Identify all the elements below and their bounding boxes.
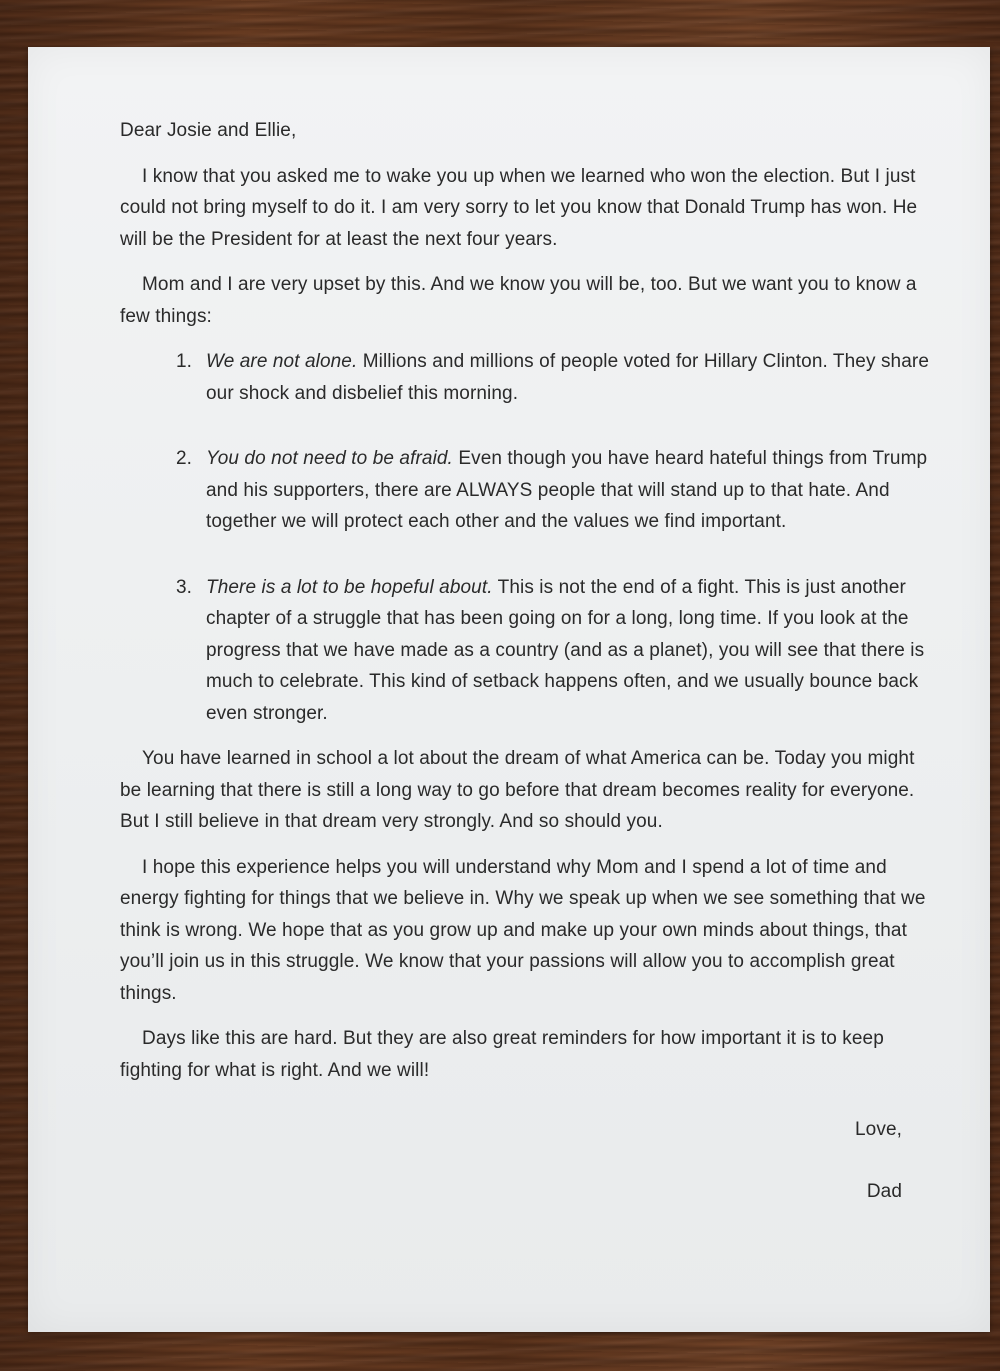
- list-item-lead: There is a lot to be hopeful about.: [206, 576, 493, 598]
- list-number: 3.: [176, 576, 193, 598]
- list-item-lead: You do not need to be afraid.: [206, 448, 453, 469]
- letter-paper: [28, 47, 990, 1332]
- list-number: 1.: [176, 351, 193, 372]
- paragraph: I hope this experience helps you will understand why Mom and I spend a lot of time and energy fighting for things that we believe in. Why we speak up when we see something that we think is wrong. We hope that as you grow up and make up your own minds about things, that you’ll join us in this struggle. We know that your passions will allow you to accomplish great things.: [120, 856, 926, 1004]
- list-item-text: This is not the end of a fight. This is just another chapter of a struggle that has been going on for a long, long time. If you look at the progress that we have made as a country (and as a planet), you will see that there is much to celebrate. This kind of setback happens often, and we usually bounce back even stronger.: [206, 576, 925, 724]
- paragraph: Days like this are hard. But they are also great reminders for how important it is to keep fighting for what is right. And we will!: [120, 1028, 884, 1081]
- paragraph: You have learned in school a lot about the dream of what America can be. Today you might be learning that there is still a long way to go before that dream becomes reality for everyone. But I still believe in that dream very strongly. And so should you.: [120, 748, 915, 832]
- list-item-text: Even though you have heard hateful things from Trump and his supporters, there are ALWAYS people that will stand up to that hate. And together we will protect each other and the values we find important.: [206, 448, 928, 532]
- paragraph: Mom and I are very upset by this. And we know you will be, too. But we want you to know a few things:: [120, 274, 917, 327]
- list-item: [120, 572, 930, 730]
- paragraph: I know that you asked me to wake you up when we learned who won the election. But I just could not bring myself to do it. I am very sorry to let you know that Donald Trump has won. He will be the President for at least the next four years.: [120, 165, 918, 250]
- letter-body: [120, 115, 930, 1207]
- list-number: 2.: [176, 448, 193, 469]
- list-item-lead: We are not alone.: [206, 351, 358, 372]
- list-item-text: Millions and millions of people voted for Hillary Clinton. They share our shock and disbelief this morning.: [206, 351, 929, 404]
- numbered-list: [120, 346, 930, 729]
- closing: Love,: [855, 1119, 902, 1140]
- signature: Dad: [866, 1180, 902, 1202]
- list-item: [120, 346, 930, 409]
- salutation: Dear Josie and Ellie,: [120, 120, 297, 141]
- list-item: [120, 443, 930, 538]
